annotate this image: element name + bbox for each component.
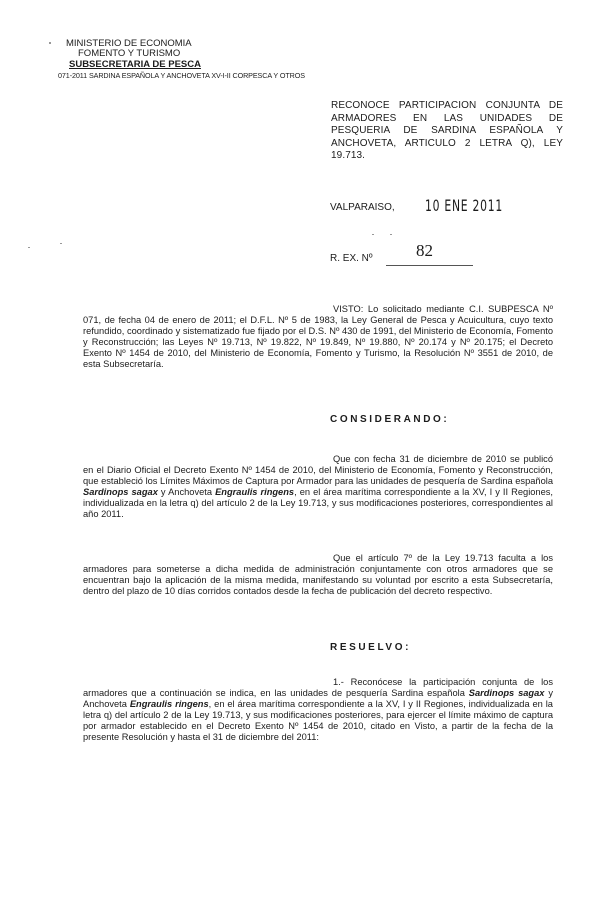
species-sardinops-2: Sardinops sagax [468, 688, 545, 698]
considerando-paragraph-1 [83, 454, 553, 520]
species-engraulis-2: Engraulis ringens [129, 699, 209, 709]
resuelvo-heading: RESUELVO: [330, 642, 411, 653]
scan-speck [28, 247, 30, 248]
date-stamp: 10 ENE 2011 [425, 196, 504, 215]
visto-lead: VISTO: [333, 304, 364, 314]
considerando-p2-text: Que el artículo 7º de la Ley 19.713 faculta a los armadores para someterse a dicha medida de administración conjuntamente con otros armadores que se encuentran bajo la aplicación de la misma medida, manifestando su voluntad por escrito a esta Subsecretaría, dentro del plazo de 10 días corridos contados desde la fecha de publicación del decreto respectivo. [83, 553, 553, 596]
ministry-name: MINISTERIO DE ECONOMIA [66, 38, 192, 49]
resolution-number: 82 [416, 241, 433, 260]
scan-speck [390, 234, 392, 235]
scan-speck [49, 42, 51, 44]
resuelvo-p1-text-b: y Anchoveta [83, 688, 553, 709]
considerando-paragraph-2 [83, 553, 553, 597]
resuelvo-paragraph-1 [83, 677, 553, 743]
resuelvo-p1-text-c: , en el área marítima correspondiente a la XV, I y II Regiones, individualizada en la letra q) del artículo 2 de la Ley 19.713, y sus modificaciones posteriores, para ejercer el límite máximo de captura por armador establecido en el Decreto Exento Nº 1454 de 2010, citado en Visto, a partir de la fecha de la presente Resolución y hasta el 31 de diciembre del 2011: [83, 699, 553, 742]
resuelvo-p1-text-a: 1.- Reconócese la participación conjunta de los armadores que a continuación se indica, en las unidades de pesquería Sardina española [83, 677, 553, 698]
document-reference: 071-2011 SARDINA ESPAÑOLA Y ANCHOVETA XV-I-II CORPESCA Y OTROS [58, 71, 305, 80]
visto-text: Lo solicitado mediante C.I. SUBPESCA Nº 071, de fecha 04 de enero de 2011; el D.F.L. Nº 5 de 1983, la Ley General de Pesca y Acuicultura, cuyo texto refundido, coordinado y sistematizado fue fijado por el D.S. Nº 430 de 1991, del Ministerio de Economía, Fomento y Reconstrucción; las Leyes Nº 19.713, Nº 19.822, Nº 19.849, Nº 19.880, Nº 20.174 y Nº 20.175; el Decreto Exento Nº 1454 de 2010, del Ministerio de Economía, Fomento y Turismo, la Resolución Nº 3551 de 2010, de esta Subsecretaría. [83, 304, 553, 369]
scan-speck [372, 234, 374, 235]
resolution-title: RECONOCE PARTICIPACION CONJUNTA DE ARMADORES EN LAS UNIDADES DE PESQUERIA DE SARDINA ESPAÑOLA Y ANCHOVETA, ARTICULO 2 LETRA Q), LEY 19.713. [331, 100, 563, 161]
subsecretaria-name: SUBSECRETARIA DE PESCA [69, 59, 201, 70]
considerando-heading: CONSIDERANDO: [330, 414, 450, 425]
considerando-p1-text-c: , en el área marítima correspondiente a la XV, I y II Regiones, individualizada en la letra q) del artículo 2 de la Ley 19.713, y sus modificaciones posteriores, correspondientes al año 2011. [83, 487, 554, 519]
visto-paragraph [83, 304, 553, 370]
resolution-number-label: R. EX. Nº [330, 253, 373, 264]
resolution-number-underline [386, 265, 473, 266]
scan-speck [60, 243, 62, 244]
date-label: VALPARAISO, [330, 202, 395, 213]
considerando-p1-text-a: Que con fecha 31 de diciembre de 2010 se publicó en el Diario Oficial el Decreto Exento Nº 1454 de 2010, del Ministerio de Economía, Fomento y Reconstrucción, que estableció los Límites Máximos de Captura por Armador para las unidades de pesquería de Sardina española [83, 454, 553, 486]
considerando-p1-text-b: y Anchoveta [160, 487, 213, 497]
species-engraulis: Engraulis ringens [215, 487, 295, 497]
ministry-subtitle: FOMENTO Y TURISMO [78, 48, 181, 59]
species-sardinops: Sardinops sagax [83, 487, 158, 497]
